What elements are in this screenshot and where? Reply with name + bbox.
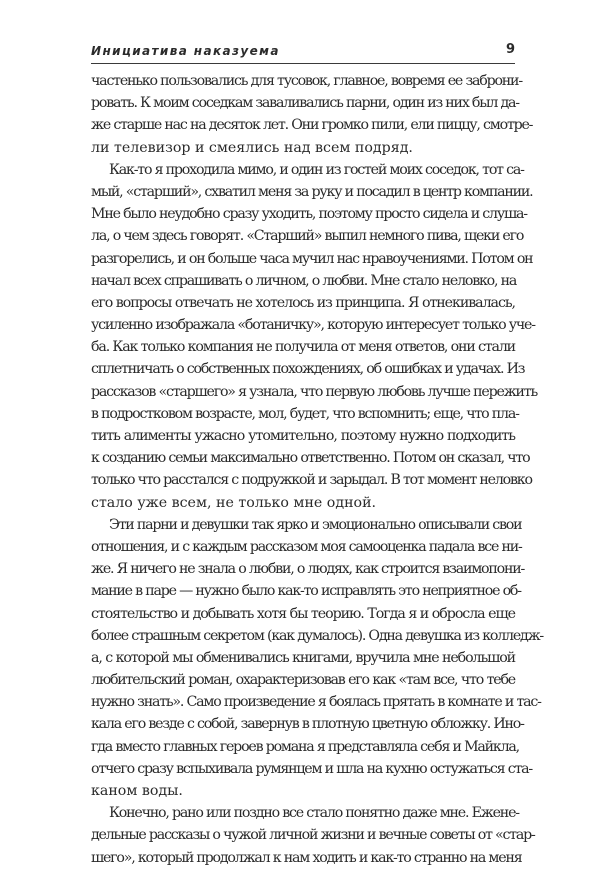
text-line: же. Я ничего не знала о любви, о людях, как строится взаимопони- (91, 561, 525, 578)
text-line: начал всех спрашивать о личном, о любви. Мне стало неловко, на (91, 272, 517, 289)
text-line: ба. Как только компания не получила от меня ответов, они стали (91, 339, 515, 356)
body-text (91, 70, 544, 869)
text-line: усиленно изображала «ботаничку», которую интересует только уче- (91, 317, 535, 334)
page-number: 9 (505, 42, 515, 57)
text-line: стоятельство и добывать хотя бы теорию. Тогда я и обросла еще (91, 605, 515, 622)
text-line: его вопросы отвечать не хотелось из принципа. Я отнекивалась, (91, 294, 515, 311)
text-line: в подростковом возрасте, мол, будет, что вспомнить; еще, что пла- (91, 405, 519, 422)
text-line: к созданию семьи максимально ответственно. Потом он сказал, что (91, 450, 530, 467)
text-line: дельные рассказы о чужой личной жизни и вечные советы от «стар- (91, 827, 535, 844)
paragraph-first-line: Эти парни и девушки так ярко и эмоционально описывали свои (109, 516, 522, 533)
text-line: ровать. К моим соседкам заваливались парни, один из них был да- (91, 95, 519, 112)
text-line: тить алименты ужасно утомительно, поэтому нужно подходить (91, 428, 515, 444)
text-line: кала его везде с собой, завернув в плотную цветную обложку. Ино- (91, 716, 524, 733)
text-line: гда вместо главных героев романа я представляла себя и Майкла, (91, 738, 519, 755)
running-header (91, 38, 515, 64)
text-line: шего», который продолжал к нам ходить и как-то странно на меня (91, 849, 522, 866)
text-line: а, с которой мы обменивались книгами, вручила мне небольшой (91, 649, 515, 666)
text-line: мание в паре — нужно было как-то исправлять это неприятное об- (91, 583, 521, 600)
text-line: ла, о чем здесь говорят. «Старший» выпил немного пива, щеки его (91, 228, 524, 245)
text-line: частенько пользовались для тусовок, главное, вовремя ее заброни- (91, 73, 522, 89)
header-rule (91, 63, 515, 64)
text-line: разгорелись, и он больше часа мучил нас нравоучениями. Потом он (91, 250, 533, 267)
text-line: сплетничать о собственных похождениях, об ошибках и удачах. Из (91, 361, 525, 378)
text-line: мый, «старший», схватил меня за руку и посадил в центр компании. (91, 183, 533, 200)
text-line: стало уже всем, не только мне одной. (91, 494, 377, 511)
text-line: ли телевизор и смеялись над всем подряд. (91, 139, 413, 156)
paragraph-first-line: Конечно, рано или поздно все стало понятно даже мне. Ежене- (109, 805, 519, 822)
text-line: же старше нас на десяток лет. Они громко пили, ели пиццу, смотре- (91, 117, 533, 134)
running-header-title: Инициатива наказуема (91, 44, 280, 58)
text-line: каном воды. (91, 783, 183, 799)
paragraph-first-line: Как-то я проходила мимо, и один из гостей моих соседок, тот са- (109, 161, 524, 178)
text-line: только что расстался с подружкой и зарыдал. В тот момент неловко (91, 472, 532, 489)
text-line: любительский роман, охарактеризовав его как «там все, что тебе (91, 672, 515, 689)
text-line: рассказов «старшего» я узнала, что первую любовь лучше пережить (91, 383, 537, 400)
text-line: отчего сразу вспыхивала румянцем и шла на кухню остужаться ста- (91, 760, 532, 777)
text-line: Мне было неудобно сразу уходить, поэтому просто сидела и слуша- (91, 206, 527, 223)
text-line: более страшным секретом (как думалось). Одна девушка из колледж- (91, 627, 544, 644)
text-line: отношения, и с каждым рассказом моя самооценка падала все ни- (91, 538, 522, 555)
text-line: нужно знать». Само произведение я боялась прятать в комнате и тас- (91, 694, 541, 711)
